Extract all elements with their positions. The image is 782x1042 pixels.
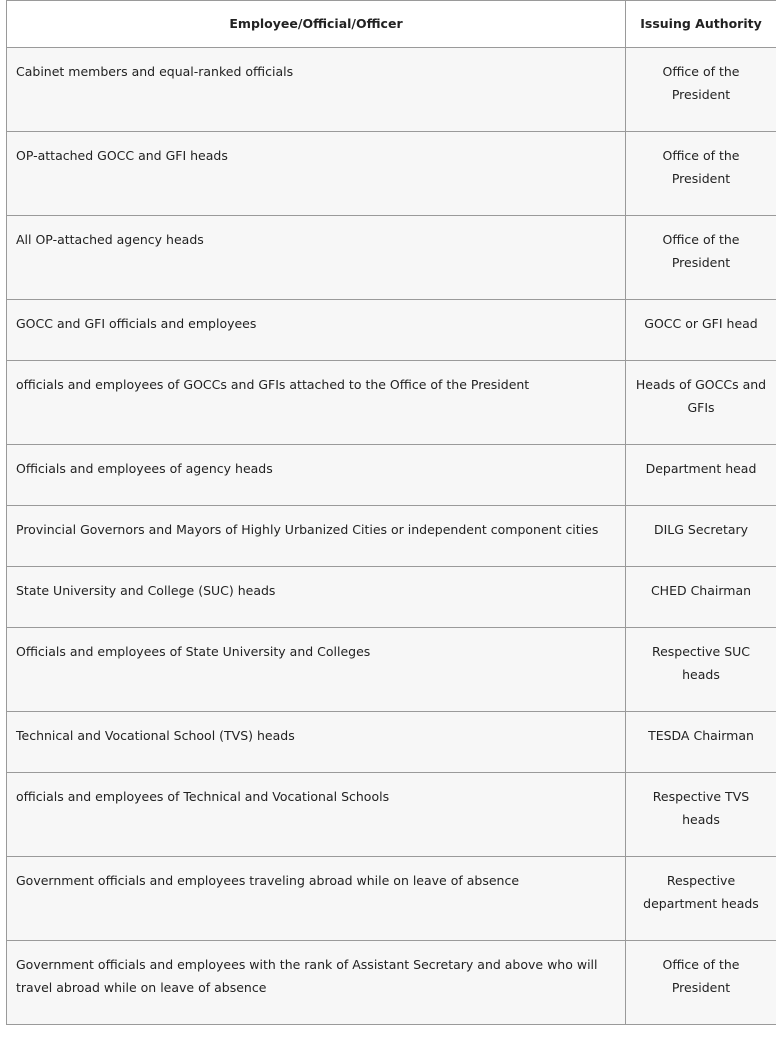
authority-table-container <box>6 0 776 1042</box>
employee-cell: Government officials and employees traveling abroad while on leave of absence <box>7 857 626 941</box>
table-row <box>7 628 777 712</box>
authority-cell: CHED Chairman <box>626 567 777 628</box>
header-issuing-authority: Issuing Authority <box>626 1 777 48</box>
table-row <box>7 132 777 216</box>
table-row <box>7 712 777 773</box>
authority-cell: Office of the President <box>626 132 777 216</box>
employee-cell: Technical and Vocational School (TVS) heads <box>7 712 626 773</box>
table-row <box>7 445 777 506</box>
table-row <box>7 361 777 445</box>
employee-cell: Officials and employees of agency heads <box>7 445 626 506</box>
table-row <box>7 216 777 300</box>
table-header-row <box>7 1 777 48</box>
authority-cell: Office of the President <box>626 941 777 1025</box>
employee-cell: Government officials and employees with the rank of Assistant Secretary and above who will travel abroad while on leave of absence <box>7 941 626 1025</box>
authority-cell: Respective department heads <box>626 857 777 941</box>
employee-cell: All OP-attached agency heads <box>7 216 626 300</box>
authority-cell: Office of the President <box>626 48 777 132</box>
header-employee: Employee/Official/Officer <box>7 1 626 48</box>
table-row <box>7 48 777 132</box>
employee-cell: GOCC and GFI officials and employees <box>7 300 626 361</box>
authority-cell: Respective SUC heads <box>626 628 777 712</box>
table-row <box>7 941 777 1025</box>
authority-cell: Department head <box>626 445 777 506</box>
authority-table <box>6 0 776 1025</box>
table-row <box>7 567 777 628</box>
authority-cell: TESDA Chairman <box>626 712 777 773</box>
employee-cell: officials and employees of GOCCs and GFIs attached to the Office of the President <box>7 361 626 445</box>
authority-cell: GOCC or GFI head <box>626 300 777 361</box>
authority-cell: DILG Secretary <box>626 506 777 567</box>
authority-cell: Respective TVS heads <box>626 773 777 857</box>
employee-cell: OP-attached GOCC and GFI heads <box>7 132 626 216</box>
authority-cell: Heads of GOCCs and GFIs <box>626 361 777 445</box>
employee-cell: Cabinet members and equal-ranked officials <box>7 48 626 132</box>
employee-cell: Officials and employees of State University and Colleges <box>7 628 626 712</box>
table-row <box>7 773 777 857</box>
table-row <box>7 506 777 567</box>
employee-cell: officials and employees of Technical and Vocational Schools <box>7 773 626 857</box>
authority-cell: Office of the President <box>626 216 777 300</box>
table-row <box>7 857 777 941</box>
table-row <box>7 300 777 361</box>
employee-cell: Provincial Governors and Mayors of Highly Urbanized Cities or independent component cities <box>7 506 626 567</box>
employee-cell: State University and College (SUC) heads <box>7 567 626 628</box>
